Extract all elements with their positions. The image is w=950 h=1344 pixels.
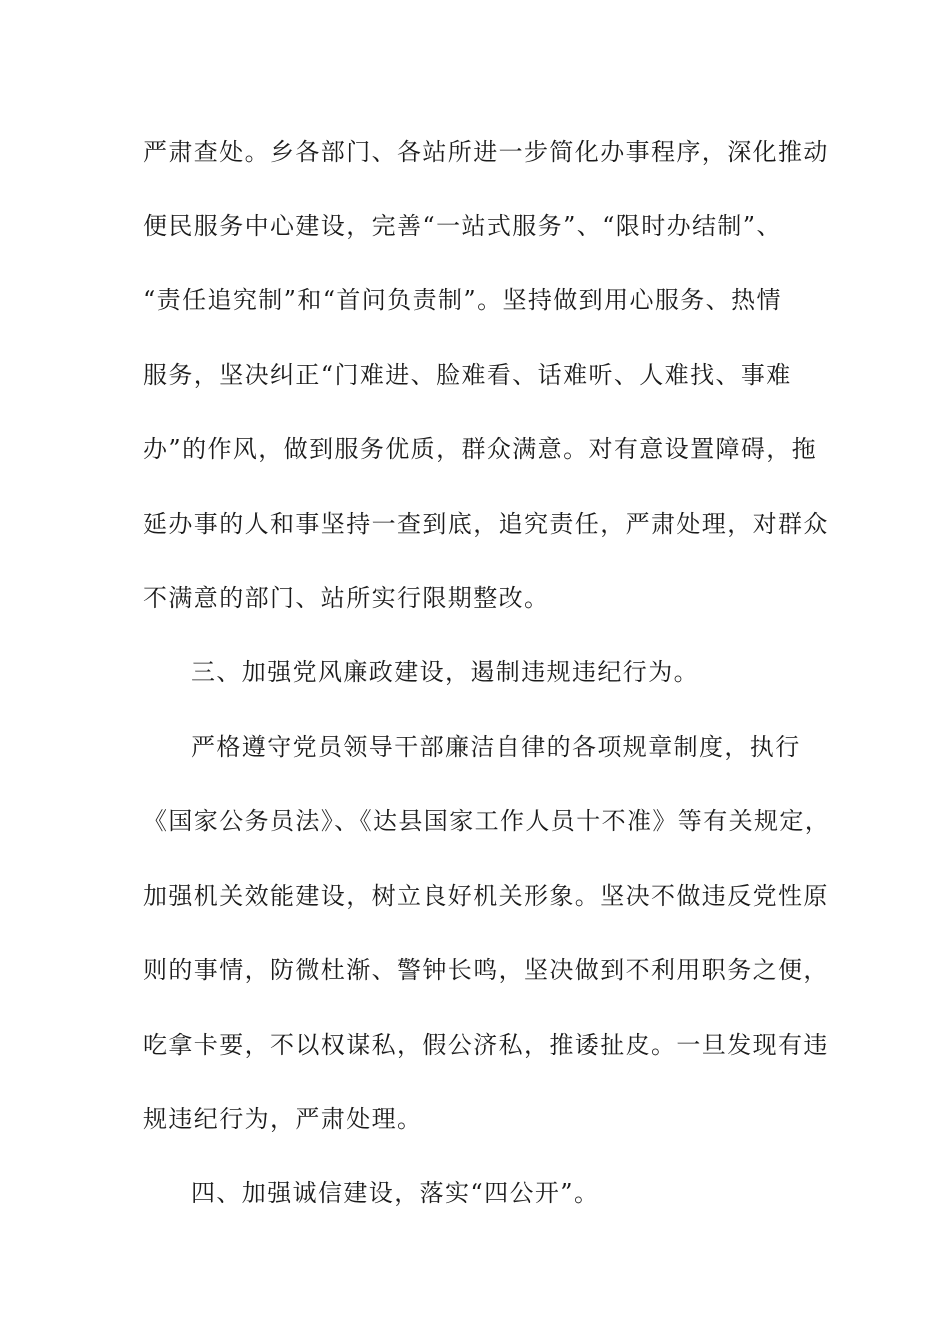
section-heading: 四、加强诚信建设，落实“四公开”。 xyxy=(191,1179,600,1207)
body-text-line: 规违纪行为，严肃处理。 xyxy=(143,1105,423,1133)
section-heading: 三、加强党风廉政建设，遏制违规违纪行为。 xyxy=(191,658,699,686)
body-text-line: 严格遵守党员领导干部廉洁自律的各项规章制度，执行 xyxy=(191,733,801,761)
body-text-line: 则的事情，防微杜渐、警钟长鸣，坚决做到不利用职务之便， xyxy=(143,956,829,984)
body-text-line: 办”的作风，做到服务优质，群众满意。对有意设置障碍，拖 xyxy=(143,435,818,463)
body-text-line: 严肃查处。乡各部门、各站所进一步简化办事程序，深化推动 xyxy=(143,138,829,166)
body-text-line: 加强机关效能建设，树立良好机关形象。坚决不做违反党性原 xyxy=(143,882,829,910)
body-text-line: “责任追究制”和“首问负责制”。坚持做到用心服务、热情 xyxy=(143,286,782,314)
body-text-line: 不满意的部门、站所实行限期整改。 xyxy=(143,584,550,612)
body-text-line: 吃拿卡要，不以权谋私，假公济私，推诿扯皮。一旦发现有违 xyxy=(143,1031,829,1059)
body-text-line: 服务，坚决纠正“门难进、脸难看、话难听、人难找、事难 xyxy=(143,361,792,389)
body-text-line: 《国家公务员法》、《达县国家工作人员十不准》等有关规定， xyxy=(143,807,831,835)
body-text-line: 延办事的人和事坚持一查到底，追究责任，严肃处理，对群众 xyxy=(143,510,829,538)
body-text-line: 便民服务中心建设，完善“一站式服务”、“限时办结制”、 xyxy=(143,212,782,240)
